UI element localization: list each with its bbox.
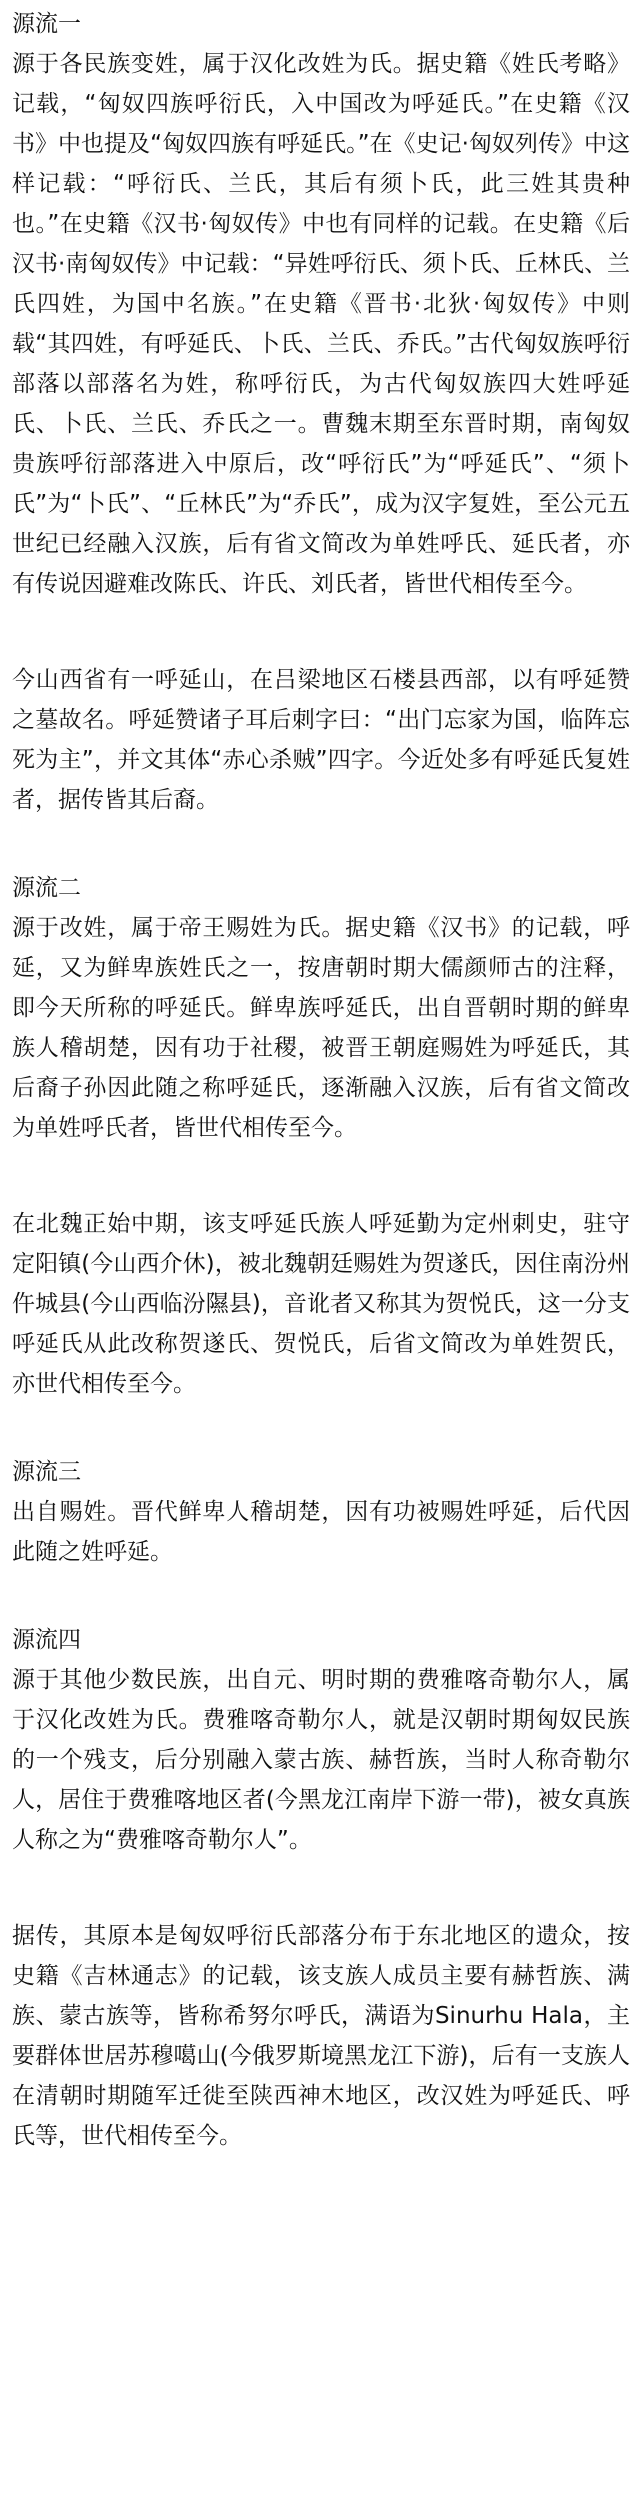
section-origin-4 — [12, 1620, 630, 2156]
paragraph: 在北魏正始中期，该支呼延氏族人呼延勤为定州刺史，驻守定阳镇(今山西介休)，被北魏朝廷赐姓为贺遂氏，因住南汾州仵城县(今山西临汾隰县)，音讹者又称其为贺悦氏，这一分支呼延氏从此改称贺遂氏、贺悦氏，后省文简改为单姓贺氏，亦世代相传至今。 — [12, 1211, 630, 1397]
section-origin-3 — [12, 1452, 630, 1572]
section-heading: 源流四 — [12, 1627, 81, 1653]
paragraph: 据传，其原本是匈奴呼衍氏部落分布于东北地区的遗众，按史籍《吉林通志》的记载，该支族人成员主要有赫哲族、满族、蒙古族等，皆称希努尔呼氏，满语为Sinurhu Hala，主要群体世居苏穆噶山(今俄罗斯境黑龙江下游)，后有一支族人在清朝时期随军迁徙至陕西神木地区，改汉姓为呼延氏、呼氏等，世代相传至今。 — [12, 1923, 630, 2149]
paragraph: 今山西省有一呼延山，在吕梁地区石楼县西部，以有呼延赞之墓故名。呼延赞诸子耳后刺字曰：“出门忘家为国，临阵忘死为主”，并文其体“赤心杀贼”四字。今近处多有呼延氏复姓者，据传皆其后裔。 — [12, 667, 630, 813]
paragraph: 源于改姓，属于帝王赐姓为氏。据史籍《汉书》的记载，呼延，又为鲜卑族姓氏之一，按唐朝时期大儒颜师古的注释，即今天所称的呼延氏。鲜卑族呼延氏，出自晋朝时期的鲜卑族人稽胡楚，因有功于社稷，被晋王朝庭赐姓为呼延氏，其后裔子孙因此随之称呼延氏，逐渐融入汉族，后有省文简改为单姓呼氏者，皆世代相传至今。 — [12, 915, 630, 1141]
section-heading: 源流二 — [12, 875, 81, 901]
section-heading: 源流三 — [12, 1459, 81, 1485]
paragraph: 源于其他少数民族，出自元、明时期的费雅喀奇勒尔人，属于汉化改姓为氏。费雅喀奇勒尔人，就是汉朝时期匈奴民族的一个残支，后分别融入蒙古族、赫哲族，当时人称奇勒尔人，居住于费雅喀地区者(今黑龙江南岸下游一带)，被女真族人称之为“费雅喀奇勒尔人”。 — [12, 1667, 630, 1853]
paragraph: 出自赐姓。晋代鲜卑人稽胡楚，因有功被赐姓呼延，后代因此随之姓呼延。 — [12, 1499, 630, 1565]
section-origin-2 — [12, 868, 630, 1404]
section-heading: 源流一 — [12, 11, 81, 37]
paragraph: 源于各民族变姓，属于汉化改姓为氏。据史籍《姓氏考略》记载，“匈奴四族呼衍氏，入中国改为呼延氏。”在史籍《汉书》中也提及“匈奴四族有呼延氏。”在《史记·匈奴列传》中这样记载：“呼衍氏、兰氏，其后有须卜氏，此三姓其贵种也。”在史籍《汉书·匈奴传》中也有同样的记载。在史籍《后汉书·南匈奴传》中记载：“异姓呼衍氏、须卜氏、丘林氏、兰氏四姓，为国中名族。”在史籍《晋书·北狄·匈奴传》中则载“其四姓，有呼延氏、卜氏、兰氏、乔氏。”古代匈奴族呼衍部落以部落名为姓，称呼衍氏，为古代匈奴族四大姓呼延氏、卜氏、兰氏、乔氏之一。曹魏末期至东晋时期，南匈奴贵族呼衍部落进入中原后，改“呼衍氏”为“呼延氏”、“须卜氏”为“卜氏”、“丘林氏”为“乔氏”，成为汉字复姓，至公元五世纪已经融入汉族，后有省文简改为单姓呼氏、延氏者，亦有传说因避难改陈氏、许氏、刘氏者，皆世代相传至今。 — [12, 51, 630, 597]
section-origin-1 — [12, 4, 630, 820]
